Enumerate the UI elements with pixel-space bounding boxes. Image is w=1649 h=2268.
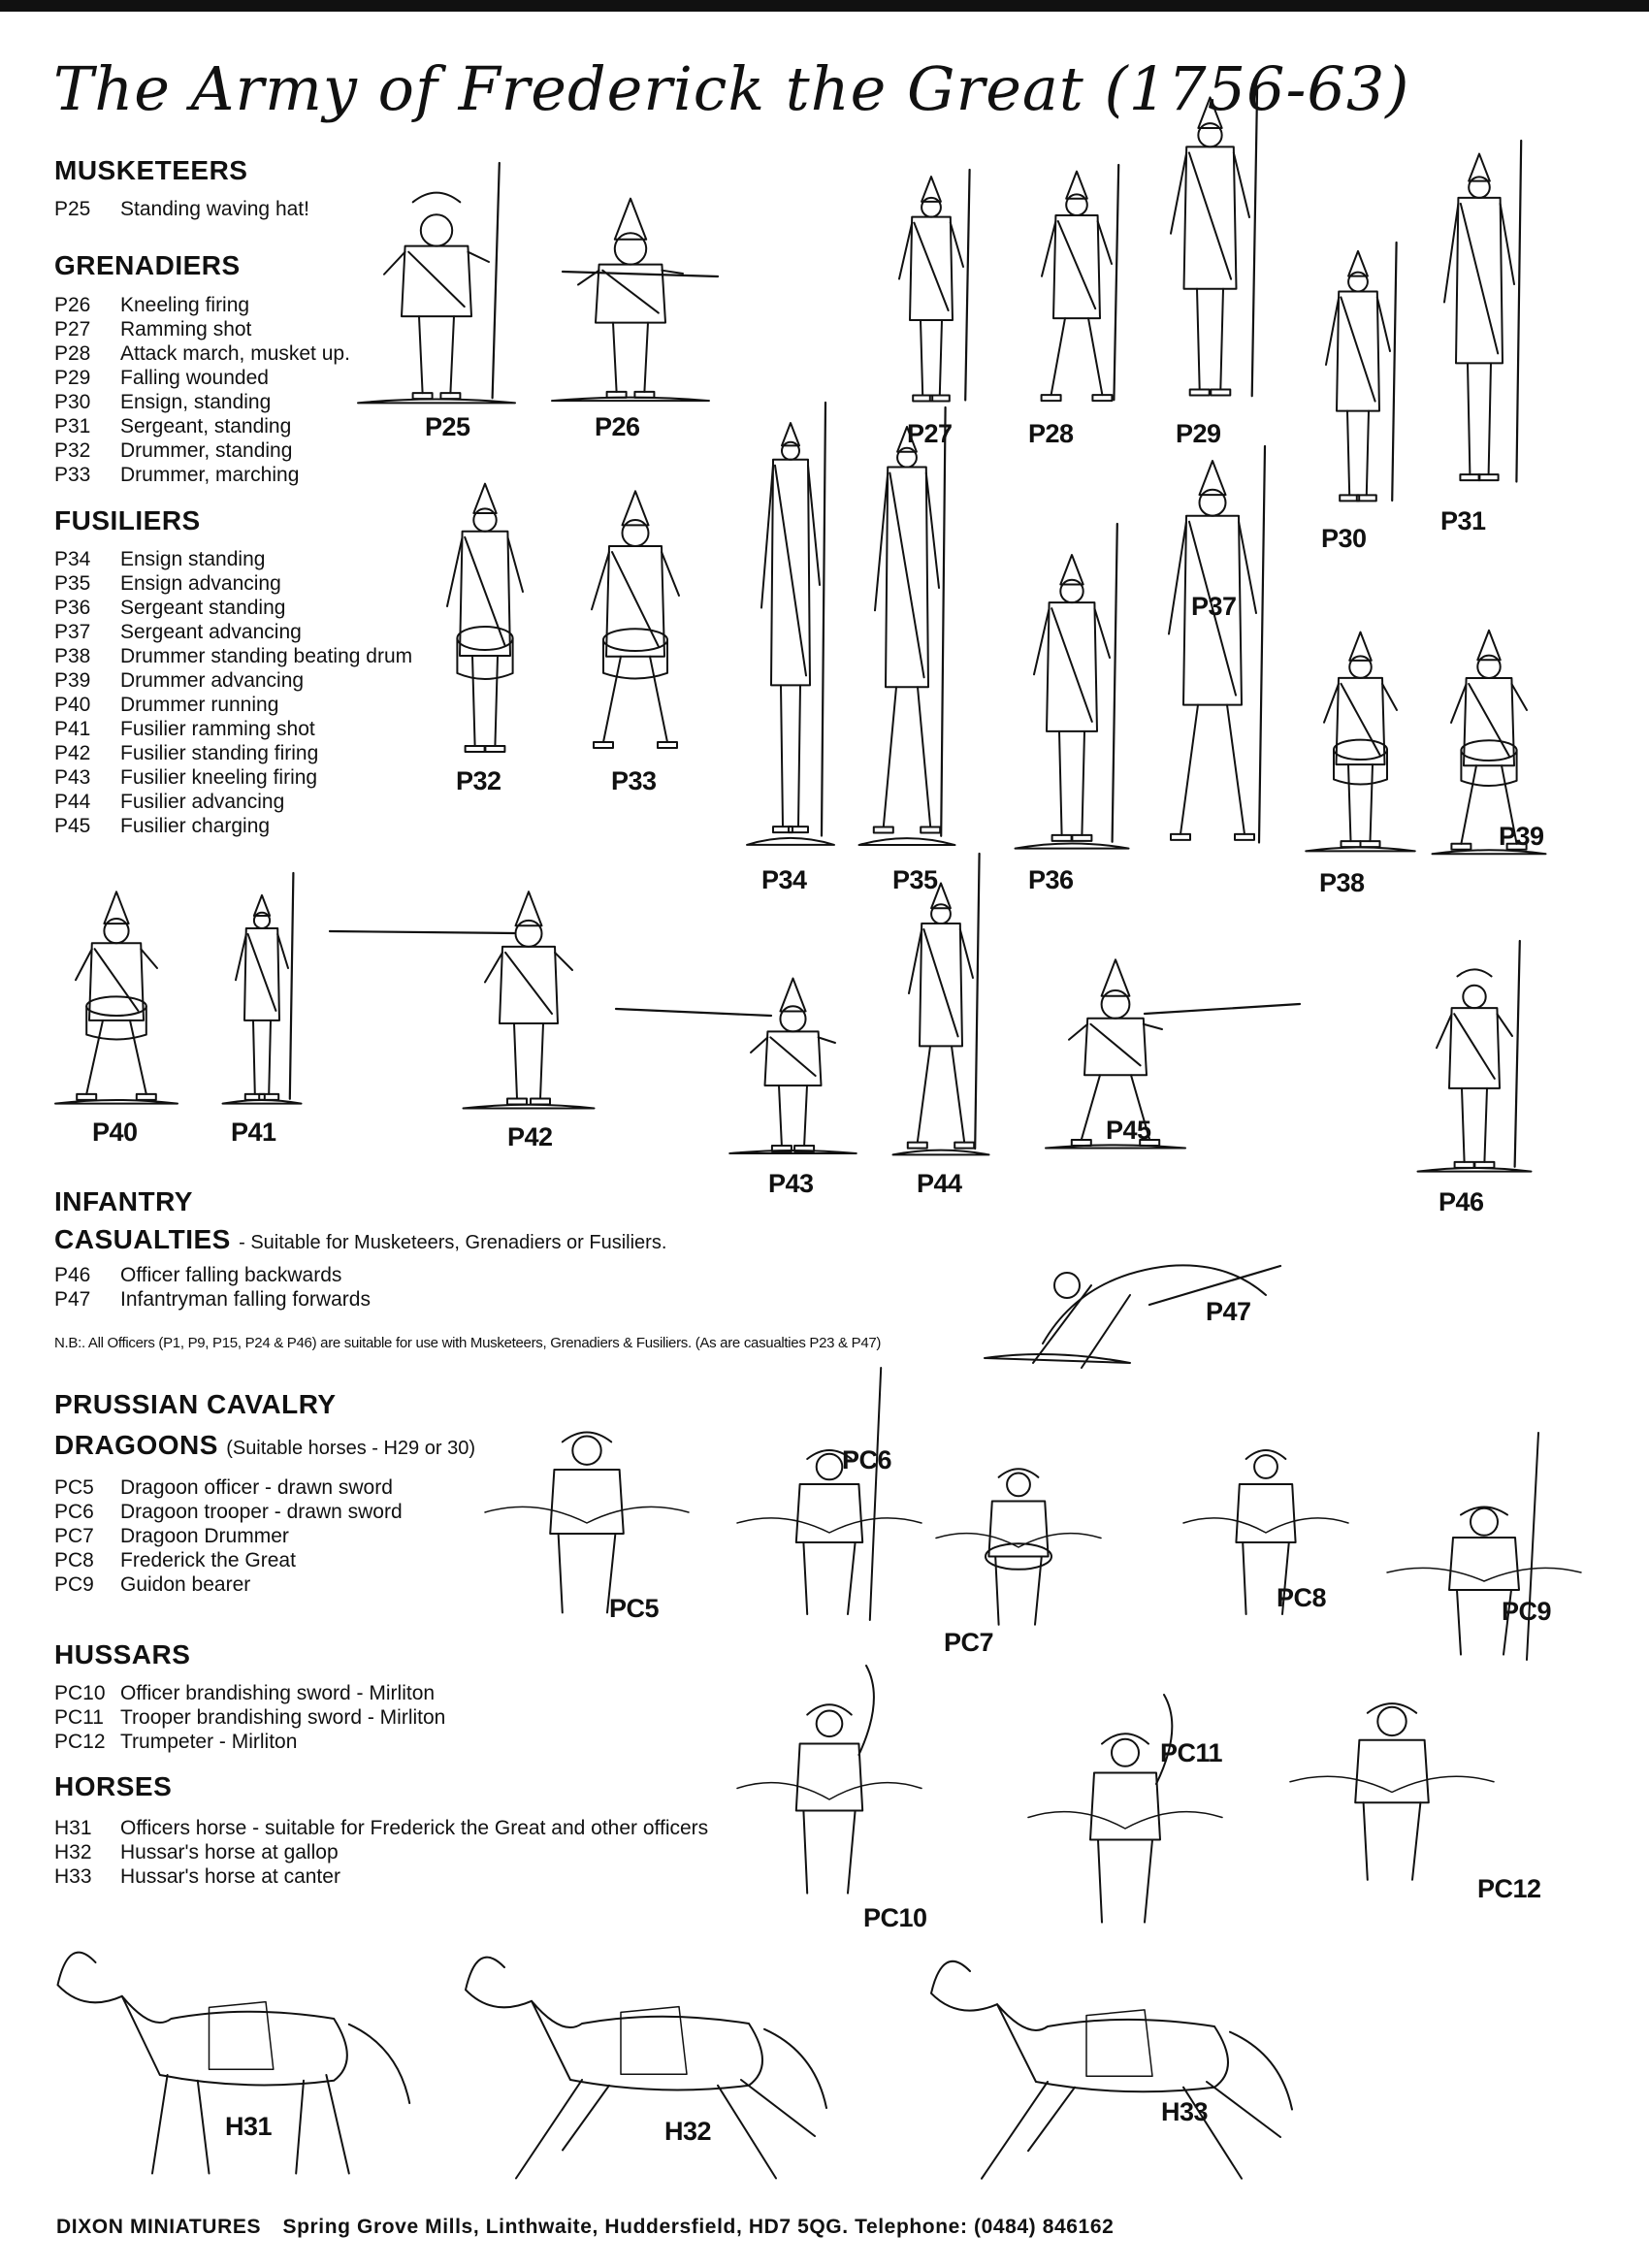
figure-label-p40: P40 xyxy=(92,1118,138,1147)
horses-heading: HORSES xyxy=(54,1771,173,1801)
catalog-desc: Fusilier ramming shot xyxy=(120,718,315,740)
catalog-desc: Ensign, standing xyxy=(120,391,272,413)
catalog-code: P33 xyxy=(54,464,91,486)
catalog-row xyxy=(54,741,412,765)
figure-p34 xyxy=(742,403,839,859)
figure-p31 xyxy=(1421,141,1537,500)
figure-label-h31: H31 xyxy=(225,2112,273,2141)
catalog-code: P36 xyxy=(54,597,91,619)
officers-note: N.B:. All Officers (P1, P9, P15, P24 & P46) are suitable for use with Musketeers, Grenadiers & Fusiliers. (As are casualties P23 & P47) xyxy=(54,1335,882,1351)
figure-label-pc5: PC5 xyxy=(609,1594,660,1623)
catalog-desc: Frederick the Great xyxy=(120,1549,296,1571)
figure-label-p38: P38 xyxy=(1319,868,1365,897)
dragoons-subtitle: (Suitable horses - H29 or 30) xyxy=(226,1438,475,1459)
catalog-desc: Officer brandishing sword - Mirliton xyxy=(120,1682,436,1704)
figure-p32 xyxy=(422,475,548,766)
figure-p28 xyxy=(1018,165,1135,412)
casualties-heading-text: CASUALTIES xyxy=(54,1224,231,1254)
catalog-code: P34 xyxy=(54,548,91,570)
figure-label-p28: P28 xyxy=(1028,419,1074,448)
catalog-code: PC5 xyxy=(54,1476,94,1499)
catalog-code: P40 xyxy=(54,694,91,716)
hussars-list xyxy=(54,1681,445,1754)
catalog-desc: Sergeant advancing xyxy=(120,621,302,643)
catalog-desc: Ensign advancing xyxy=(120,572,281,595)
catalog-desc: Drummer, standing xyxy=(120,439,293,462)
catalog-desc: Infantryman falling forwards xyxy=(120,1288,371,1311)
catalog-row xyxy=(54,1287,371,1312)
catalog-code: PC10 xyxy=(54,1682,106,1704)
figure-label-p32: P32 xyxy=(456,766,501,795)
figure-h31 xyxy=(39,1906,417,2187)
catalog-code: P28 xyxy=(54,342,91,365)
catalog-desc: Trumpeter - Mirliton xyxy=(120,1731,298,1753)
figure-label-p29: P29 xyxy=(1176,419,1221,448)
catalog-desc: Drummer running xyxy=(120,694,279,716)
catalog-row xyxy=(54,620,412,644)
catalog-row xyxy=(54,1705,445,1730)
catalog-code: P37 xyxy=(54,621,91,643)
figure-label-p39: P39 xyxy=(1499,822,1544,851)
catalog-row xyxy=(54,341,350,366)
figure-label-pc11: PC11 xyxy=(1160,1738,1223,1767)
catalog-row xyxy=(54,463,350,487)
figure-p43 xyxy=(723,965,863,1159)
catalog-desc: Drummer advancing xyxy=(120,669,305,692)
figure-h32 xyxy=(446,1911,834,2192)
figure-p35 xyxy=(854,407,960,859)
catalog-desc: Dragoon officer - drawn sword xyxy=(120,1476,393,1499)
catalog-row xyxy=(54,1263,371,1287)
catalog-desc: Fusilier advancing xyxy=(120,791,285,813)
catalog-code: PC12 xyxy=(54,1731,106,1753)
catalog-row xyxy=(54,571,412,596)
cavalry-heading: PRUSSIAN CAVALRY xyxy=(54,1389,337,1419)
catalog-desc: Drummer, marching xyxy=(120,464,300,486)
catalog-desc: Dragoon Drummer xyxy=(120,1525,289,1547)
figure-label-p25: P25 xyxy=(425,412,470,441)
catalog-row xyxy=(54,596,412,620)
catalog-code: P25 xyxy=(54,198,91,220)
catalog-code: P47 xyxy=(54,1288,91,1311)
figure-label-h32: H32 xyxy=(664,2117,712,2146)
footer-telephone: Telephone: (0484) 846162 xyxy=(855,2216,1115,2238)
catalog-code: PC6 xyxy=(54,1501,94,1523)
catalog-desc: Officers horse - suitable for Frederick the Great and other officers xyxy=(120,1817,709,1839)
catalog-row xyxy=(54,547,412,571)
figure-label-pc7: PC7 xyxy=(944,1628,994,1657)
catalog-code: P30 xyxy=(54,391,91,413)
catalog-desc: Hussar's horse at gallop xyxy=(120,1841,339,1863)
figure-label-pc9: PC9 xyxy=(1502,1597,1552,1626)
figure-p44 xyxy=(888,854,994,1164)
grenadiers-heading: GRENADIERS xyxy=(54,250,241,280)
figure-p36 xyxy=(1009,524,1135,859)
catalog-code: P39 xyxy=(54,669,91,692)
figure-label-pc12: PC12 xyxy=(1477,1874,1541,1903)
casualties-heading-line2 xyxy=(54,1224,666,1255)
fusiliers-list xyxy=(54,547,412,838)
catalog-row xyxy=(54,1864,708,1889)
catalog-row xyxy=(54,814,412,838)
catalog-code: H32 xyxy=(54,1841,92,1863)
top-border xyxy=(0,0,1649,12)
figure-p38 xyxy=(1300,611,1421,859)
casualties-subtitle: - Suitable for Musketeers, Grenadiers or Fusiliers. xyxy=(239,1232,667,1253)
catalog-row xyxy=(54,1572,403,1597)
catalog-desc: Sergeant, standing xyxy=(120,415,292,437)
catalog-row xyxy=(54,1500,403,1524)
figure-pc10 xyxy=(737,1688,922,1911)
catalog-desc: Attack march, musket up. xyxy=(120,342,350,365)
catalog-row xyxy=(54,717,412,741)
figure-p25 xyxy=(349,163,524,410)
figure-label-p27: P27 xyxy=(907,419,953,448)
catalog-row xyxy=(54,693,412,717)
figure-label-p46: P46 xyxy=(1439,1187,1484,1216)
catalog-code: PC9 xyxy=(54,1573,94,1596)
figure-label-p37: P37 xyxy=(1191,592,1237,621)
catalog-code: P27 xyxy=(54,318,91,340)
hussars-heading: HUSSARS xyxy=(54,1639,191,1669)
catalog-desc: Falling wounded xyxy=(120,367,269,389)
catalog-row xyxy=(54,197,309,221)
catalog-desc: Fusilier kneeling firing xyxy=(120,766,318,789)
figure-pc7 xyxy=(936,1455,1101,1639)
figure-p29 xyxy=(1145,87,1276,412)
catalog-code: P26 xyxy=(54,294,91,316)
catalog-code: P46 xyxy=(54,1264,91,1286)
figure-label-p45: P45 xyxy=(1106,1116,1151,1145)
musketeers-heading: MUSKETEERS xyxy=(54,155,248,185)
catalog-code: P41 xyxy=(54,718,91,740)
catalog-row xyxy=(54,668,412,693)
figure-p41 xyxy=(218,873,306,1111)
catalog-row xyxy=(54,644,412,668)
figure-label-p47: P47 xyxy=(1206,1297,1251,1326)
horses-list xyxy=(54,1816,708,1889)
catalog-code: P44 xyxy=(54,791,91,813)
catalog-code: P45 xyxy=(54,815,91,837)
catalog-row xyxy=(54,790,412,814)
catalog-desc: Officer falling backwards xyxy=(120,1264,342,1286)
footer-address: Spring Grove Mills, Linthwaite, Huddersfield, HD7 5QG. xyxy=(282,2216,849,2238)
casualties-heading-line1: INFANTRY xyxy=(54,1186,193,1216)
catalog-row xyxy=(54,293,350,317)
catalog-row xyxy=(54,1730,445,1754)
catalog-code: P31 xyxy=(54,415,91,437)
catalog-desc: Hussar's horse at canter xyxy=(120,1865,340,1888)
figure-label-p41: P41 xyxy=(231,1118,276,1147)
figure-label-p33: P33 xyxy=(611,766,657,795)
catalog-code: P43 xyxy=(54,766,91,789)
figure-pc6 xyxy=(737,1436,922,1630)
catalog-desc: Guidon bearer xyxy=(120,1573,251,1596)
dragoons-heading-line xyxy=(54,1430,475,1461)
figure-p26 xyxy=(543,184,718,407)
catalog-row xyxy=(54,414,350,438)
catalog-desc: Kneeling firing xyxy=(120,294,250,316)
figure-h33 xyxy=(912,1916,1300,2192)
figure-label-p43: P43 xyxy=(768,1169,814,1198)
catalog-code: H33 xyxy=(54,1865,92,1888)
catalog-code: PC11 xyxy=(54,1706,104,1729)
figure-p30 xyxy=(1305,243,1411,514)
figure-p33 xyxy=(563,485,708,761)
catalog-desc: Drummer standing beating drum xyxy=(120,645,413,667)
musketeers-list xyxy=(54,197,309,221)
figure-label-h33: H33 xyxy=(1161,2097,1209,2126)
figure-label-p36: P36 xyxy=(1028,865,1074,894)
catalog-desc: Ensign standing xyxy=(120,548,266,570)
catalog-row xyxy=(54,1524,403,1548)
figure-label-p34: P34 xyxy=(761,865,807,894)
catalog-row xyxy=(54,1840,708,1864)
figure-label-pc10: PC10 xyxy=(863,1903,927,1932)
catalog-code: PC7 xyxy=(54,1525,94,1547)
catalog-row xyxy=(54,366,350,390)
figure-label-p44: P44 xyxy=(917,1169,962,1198)
figure-label-p35: P35 xyxy=(892,865,938,894)
catalog-row xyxy=(54,765,412,790)
catalog-desc: Trooper brandishing sword - Mirliton xyxy=(120,1706,446,1729)
catalog-desc: Standing waving hat! xyxy=(120,198,309,220)
catalog-code: H31 xyxy=(54,1817,92,1839)
figure-pc9 xyxy=(1387,1494,1581,1669)
catalog-code: P38 xyxy=(54,645,91,667)
page-title: The Army of Frederick the Great (1756-63) xyxy=(53,53,1410,124)
catalog-desc: Dragoon trooper - drawn sword xyxy=(120,1501,403,1523)
figure-label-p30: P30 xyxy=(1321,524,1367,553)
catalog-row xyxy=(54,1816,708,1840)
catalog-code: P29 xyxy=(54,367,91,389)
figure-label-p42: P42 xyxy=(507,1122,553,1151)
figure-p42 xyxy=(456,873,601,1116)
footer xyxy=(56,2216,1114,2239)
fusiliers-heading: FUSILIERS xyxy=(54,505,201,535)
catalog-desc: Sergeant standing xyxy=(120,597,286,619)
catalog-row xyxy=(54,1681,445,1705)
grenadiers-list xyxy=(54,293,350,487)
catalog-desc: Ramming shot xyxy=(120,318,252,340)
catalog-code: P35 xyxy=(54,572,91,595)
catalog-desc: Fusilier charging xyxy=(120,815,271,837)
footer-company: DIXON MINIATURES xyxy=(56,2216,262,2238)
catalog-row xyxy=(54,1548,403,1572)
catalog-row xyxy=(54,438,350,463)
figure-label-pc6: PC6 xyxy=(842,1445,892,1474)
figure-p46 xyxy=(1411,941,1537,1179)
figure-p27 xyxy=(878,170,985,412)
catalog-code: PC8 xyxy=(54,1549,94,1571)
catalog-code: P42 xyxy=(54,742,91,764)
catalog-desc: Fusilier standing firing xyxy=(120,742,319,764)
catalog-row xyxy=(54,390,350,414)
catalog-row xyxy=(54,1475,403,1500)
figure-p40 xyxy=(48,873,184,1111)
figure-p37 xyxy=(1140,446,1285,863)
catalog-row xyxy=(54,317,350,341)
casualties-list xyxy=(54,1263,371,1312)
dragoons-heading: DRAGOONS xyxy=(54,1430,218,1460)
figure-label-p26: P26 xyxy=(595,412,640,441)
figure-label-pc8: PC8 xyxy=(1277,1583,1327,1612)
dragoons-list xyxy=(54,1475,403,1597)
catalog-code: P32 xyxy=(54,439,91,462)
figure-label-p31: P31 xyxy=(1440,506,1486,535)
figure-pc12 xyxy=(1290,1688,1494,1896)
